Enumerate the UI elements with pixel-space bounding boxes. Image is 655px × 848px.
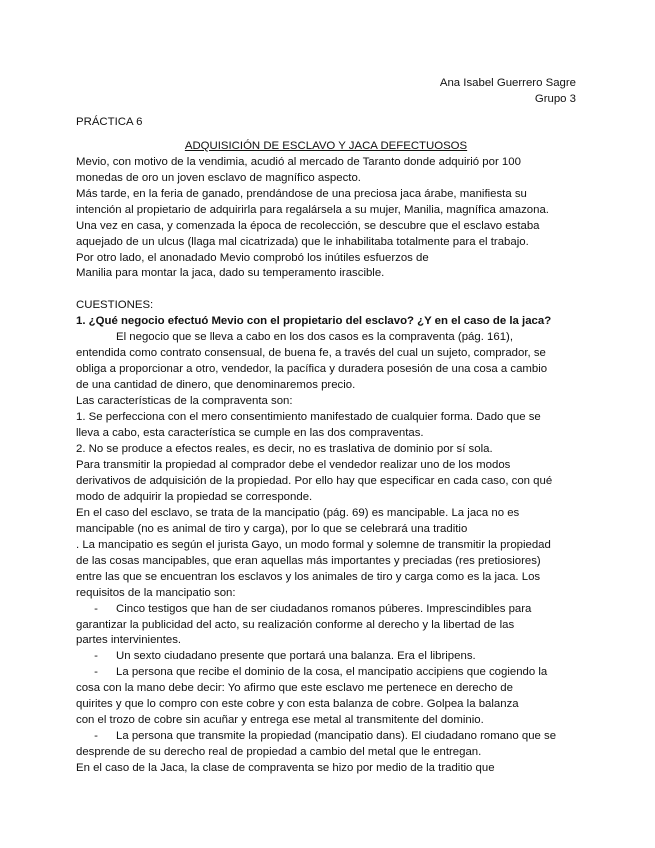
document-page xyxy=(76,76,576,777)
case-line: Manilia para montar la jaca, dado su temperamento irascible. xyxy=(76,267,385,280)
requirement-text: Un sexto ciudadano presente que portará una balanza. Era el libripens. xyxy=(116,650,476,663)
practice-label: PRÁCTICA 6 xyxy=(76,115,143,128)
case-line: monedas de oro un joven esclavo de magnífico aspecto. xyxy=(76,171,361,184)
answer-line: El negocio que se lleva a cabo en los dos casos es la compraventa (pág. 161), xyxy=(116,331,514,344)
requirement-text: desprende de su derecho real de propiedad a cambio del metal que le entregan. xyxy=(76,746,482,759)
case-line: Mevio, con motivo de la vendimia, acudió al mercado de Taranto donde adquirió por 100 xyxy=(76,155,521,168)
answer-line: Las características de la compraventa son: xyxy=(76,395,293,408)
list-dash: - xyxy=(94,666,98,679)
requirement-item xyxy=(76,649,576,665)
requirement-text: garantizar la publicidad del acto, su realización conforme al derecho y la libertad de las xyxy=(76,618,515,631)
group-label: Grupo 3 xyxy=(534,92,576,105)
requirement-item xyxy=(76,602,576,618)
case-statement xyxy=(76,155,576,283)
case-line: Más tarde, en la feria de ganado, prendándose de una preciosa jaca árabe, manifiesta su xyxy=(76,187,527,200)
answer-line: entendida como contrato consensual, de buena fe, a través del cual un sujeto, comprador, se xyxy=(76,347,546,360)
case-line: Por otro lado, el anonadado Mevio comprobó los inútiles esfuerzos de xyxy=(76,251,429,264)
list-dash: - xyxy=(94,602,98,615)
answer-line: entre las que se encuentran los esclavos y los animales de tiro y carga como es la jaca. Los xyxy=(76,570,541,583)
answer-line: 2. No se produce a efectos reales, es decir, no es traslativa de dominio por sí sola. xyxy=(76,443,493,456)
questions-heading: CUESTIONES: xyxy=(76,299,154,312)
requirement-text: con el trozo de cobre sin acuñar y entrega ese metal al transmitente del dominio. xyxy=(76,714,484,727)
answer-line: requisitos de la mancipatio son: xyxy=(76,586,236,599)
case-line: intención al propietario de adquirirla para regalársela a su mujer, Manilia, magnífica amazona. xyxy=(76,203,549,216)
answer-line: En el caso del esclavo, se trata de la mancipatio (pág. 69) es mancipable. La jaca no es xyxy=(76,506,520,519)
answer-line: mancipable (no es animal de tiro y carga), por lo que se celebrará una traditio xyxy=(76,522,468,535)
answer-line: Para transmitir la propiedad al comprador debe el vendedor realizar uno de los modos xyxy=(76,458,511,471)
answer-line: derivativos de adquisición de la propiedad. Por ello hay que especificar en cada caso, con qué xyxy=(76,474,553,487)
answer-line: 1. Se perfecciona con el mero consentimiento manifestado de cualquier forma. Dado que se xyxy=(76,411,541,424)
list-dash: - xyxy=(94,730,98,743)
list-dash: - xyxy=(94,650,98,663)
answer-line: . La mancipatio es según el jurista Gayo, un modo formal y solemne de transmitir la propiedad xyxy=(76,538,551,551)
case-line: Una vez en casa, y comenzada la época de recolección, se descubre que el esclavo estaba xyxy=(76,219,540,232)
author-name: Ana Isabel Guerrero Sagre xyxy=(439,77,576,89)
answer-body xyxy=(76,330,576,777)
answer-line: modo de adquirir la propiedad se corresponde. xyxy=(76,490,313,503)
requirement-item xyxy=(76,665,576,681)
requirement-text: cosa con la mano debe decir: Yo afirmo que este esclavo me pertenece en derecho de xyxy=(76,682,513,695)
answer-line: de una cantidad de dinero, que denominaremos precio. xyxy=(76,379,356,392)
answer-line: de las cosas mancipables, que eran aquellas más importantes y preciadas (res pretiosiores) xyxy=(76,554,541,567)
answer-line: En el caso de la Jaca, la clase de compraventa se hizo por medio de la traditio que xyxy=(76,762,495,775)
requirement-text: Cinco testigos que han de ser ciudadanos romanos púberes. Imprescindibles para xyxy=(116,602,532,615)
document-title: ADQUISICIÓN DE ESCLAVO Y JACA DEFECTUOSOS xyxy=(184,139,468,152)
answer-line: lleva a cabo, esta característica se cumple en las dos compraventas. xyxy=(76,427,424,440)
case-line: aquejado de un ulcus (llaga mal cicatrizada) que le inhabilitaba totalmente para el trabajo. xyxy=(76,235,529,248)
requirement-item xyxy=(76,729,576,745)
requirement-text: La persona que recibe el dominio de la cosa, el mancipatio accipiens que cogiendo la xyxy=(116,666,548,679)
answer-line: obliga a proporcionar a otro, vendedor, la pacífica y duradera posesión de una cosa a cambio xyxy=(76,363,548,376)
requirement-text: quirites y que lo compro con este cobre y con esta balanza de cobre. Golpea la balanza xyxy=(76,698,519,711)
requirement-text: partes intervinientes. xyxy=(76,634,182,647)
question-1: 1. ¿Qué negocio efectuó Mevio con el propietario del esclavo? ¿Y en el caso de la jaca? xyxy=(76,315,552,328)
requirement-text: La persona que transmite la propiedad (mancipatio dans). El ciudadano romano que se xyxy=(116,730,557,743)
